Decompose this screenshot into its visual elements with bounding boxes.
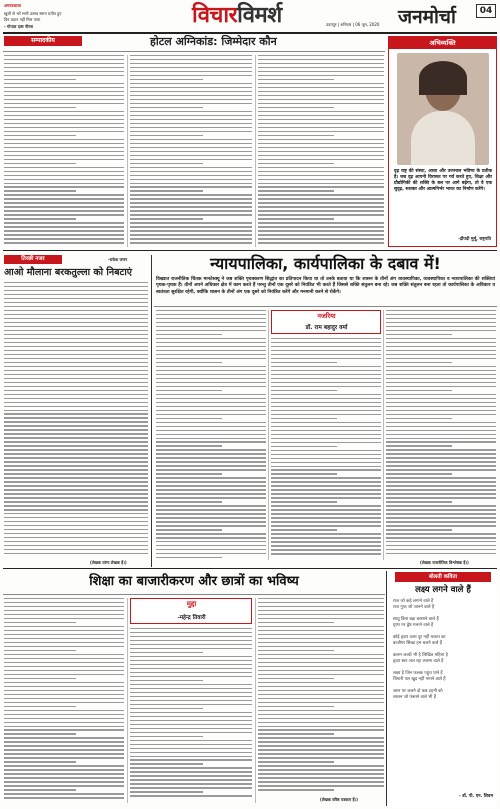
editorial-headline: होटल अग्निकांड: जिम्मेदार कौन: [150, 35, 277, 48]
quote-box: [388, 36, 497, 247]
poem-stanza: कलम जल्दी भी है लिखित महिमा है हृदय स्वर जल रहा ललना वाले हैं: [393, 653, 448, 664]
poem-label: बोलती कविता: [395, 572, 491, 582]
tirchhi-headline: आओ मौलाना बरकतुल्ला को निबटाएं: [4, 267, 133, 278]
poem-title: लक्ष्य लगने वाले हैं: [415, 585, 471, 595]
poem-stanza: राज जो कहे लगाने वाले हैं राज गुप्त जो जानने वाले हैं: [393, 599, 435, 610]
masthead-caption-2: दिन प्रदान नहीं मिल पाया: [4, 17, 41, 22]
brand-name: जनमोर्चा: [398, 6, 456, 28]
lead-column-2: [271, 338, 381, 560]
page-number: 04: [476, 4, 496, 18]
bottom-author: -महेन्द्र तिवारी: [177, 615, 206, 621]
masthead-city: उदयपुर: [326, 22, 337, 27]
editorial-column-2: [130, 55, 252, 247]
lead-column-label: नजरिया: [317, 312, 336, 320]
lead-standfirst: विख्यात राजनीतिक चिंतक मानटेस्क्यू ने जब शक्ति पृथक्करण सिद्धांत का प्रतिपादन किया था तो उनके बताया था कि शासन के तीनों अंग व्यवस्थापिका, व्यवस्थापिका व न्यायपालिका की शक्तियां पृथक-पृथक हैं। तीनों अपने अधिकार क्षेत्र में काम करते हैं परन्तु तीनों एक दूसरे को नियंत्रित भी करते हैं जिससे शक्ति संतुलन बना रहे। जब शक्ति संतुलन बना रहता तो कार्यपालिका के अधिकार व स्वतंत्रता सुरक्षित रहेगी, क्योंकि शासन के तीनों अंग एक दूसरे को नियंत्रित करेंगे और मनमानी करने से रोकेंगे।: [156, 277, 495, 295]
masthead-day: शनिवार: [340, 22, 352, 27]
masthead-date: 06 जून, 2020: [355, 22, 380, 27]
publisher-tag: अमरउजाला: [4, 3, 22, 8]
lead-column-1: [156, 310, 266, 560]
section-title: [192, 2, 282, 32]
poem-stanza: साधू बिना बड़ा बरसाने वाले हैं घृणा पर द्वेष गलाने वाले हैं: [393, 617, 439, 628]
lead-column-box: [271, 310, 381, 334]
section-title-part1: विचार: [192, 3, 238, 28]
masthead-author: - गोपाल दास नीरज: [4, 24, 33, 29]
poem-stanza: जाल पर जलने दो कब टहनी को लालन जो फंसाने वाले भी हैं: [393, 689, 443, 700]
poem-stanza: लक्ष्य है जिन फलक पहुंच पाने हैं चिंगारी पल खुद नहीं नमाने वाले हैं: [393, 671, 446, 682]
editorial-column-3: [258, 55, 384, 247]
bottom-column-3: [258, 598, 384, 794]
bottom-column-box: [130, 598, 252, 624]
masthead-dateline: उदयपुर | शनिवार | 06 जून, 2020: [326, 22, 380, 27]
quote-label: अभिव्यक्ति: [389, 37, 496, 49]
tirchhi-label: तिरछी नजर: [4, 255, 62, 264]
tirchhi-footer: (लेखक व्यंग्य लेखक हैं।): [90, 560, 127, 565]
tirchhi-body: [4, 282, 148, 558]
poem-author: - डॉ. पी. एन. शिवम: [458, 794, 493, 799]
quote-text: दृढ़ राष्ट्र की संस्था, आशा और उज्ज्वल भविष्य के प्रतीक है। जब दृढ़ आपनी विरासत पर गर्व करते हुए, शिक्षा और प्रौद्योगिकी की शक्ति के बल पर आगे बढ़ेगा, तो वे एक सुदृढ़, सशक्त और आत्मनिर्भर भारत का निर्माण करेंगे।: [394, 169, 492, 193]
bottom-footer: (लेखक वरिष्ठ पत्रकार हैं।): [320, 797, 359, 802]
bottom-column-1: [4, 598, 124, 803]
poem-sidebar: [389, 571, 497, 807]
quote-author: -द्रौपदी मुर्मू, राष्ट्रपति: [458, 237, 491, 242]
bottom-column-label: मुद्दा: [186, 600, 197, 608]
president-portrait: [397, 53, 489, 165]
section-title-part2: विमर्श: [237, 3, 282, 28]
lead-footer: (लेखक राजनीतिक विश्लेषक हैं।): [420, 560, 469, 565]
tirchhi-byline: -राकेश जयन: [108, 257, 128, 262]
poem-stanza: कोई हृदय जला दूर नहीं चलता का बाजीगर सिखा हम बजने वाले हैं: [393, 635, 446, 646]
poem-body: [393, 599, 495, 707]
lead-headline: न्यायपालिका, कार्यपालिका के दबाव में!: [210, 254, 441, 273]
editorial-label: सम्पादकीय: [4, 36, 82, 46]
lead-author: डॉ. राम बहादुर वर्मा: [305, 325, 348, 331]
bottom-headline: शिक्षा का बाजारीकरण और छात्रों का भविष्य: [89, 574, 299, 589]
editorial-column-1: [4, 55, 124, 247]
lead-column-3: [386, 310, 496, 558]
masthead-caption: खुशी से भरे सभी उत्सव समय प्रतीत हुए: [4, 11, 62, 16]
bottom-column-2: [130, 628, 252, 803]
